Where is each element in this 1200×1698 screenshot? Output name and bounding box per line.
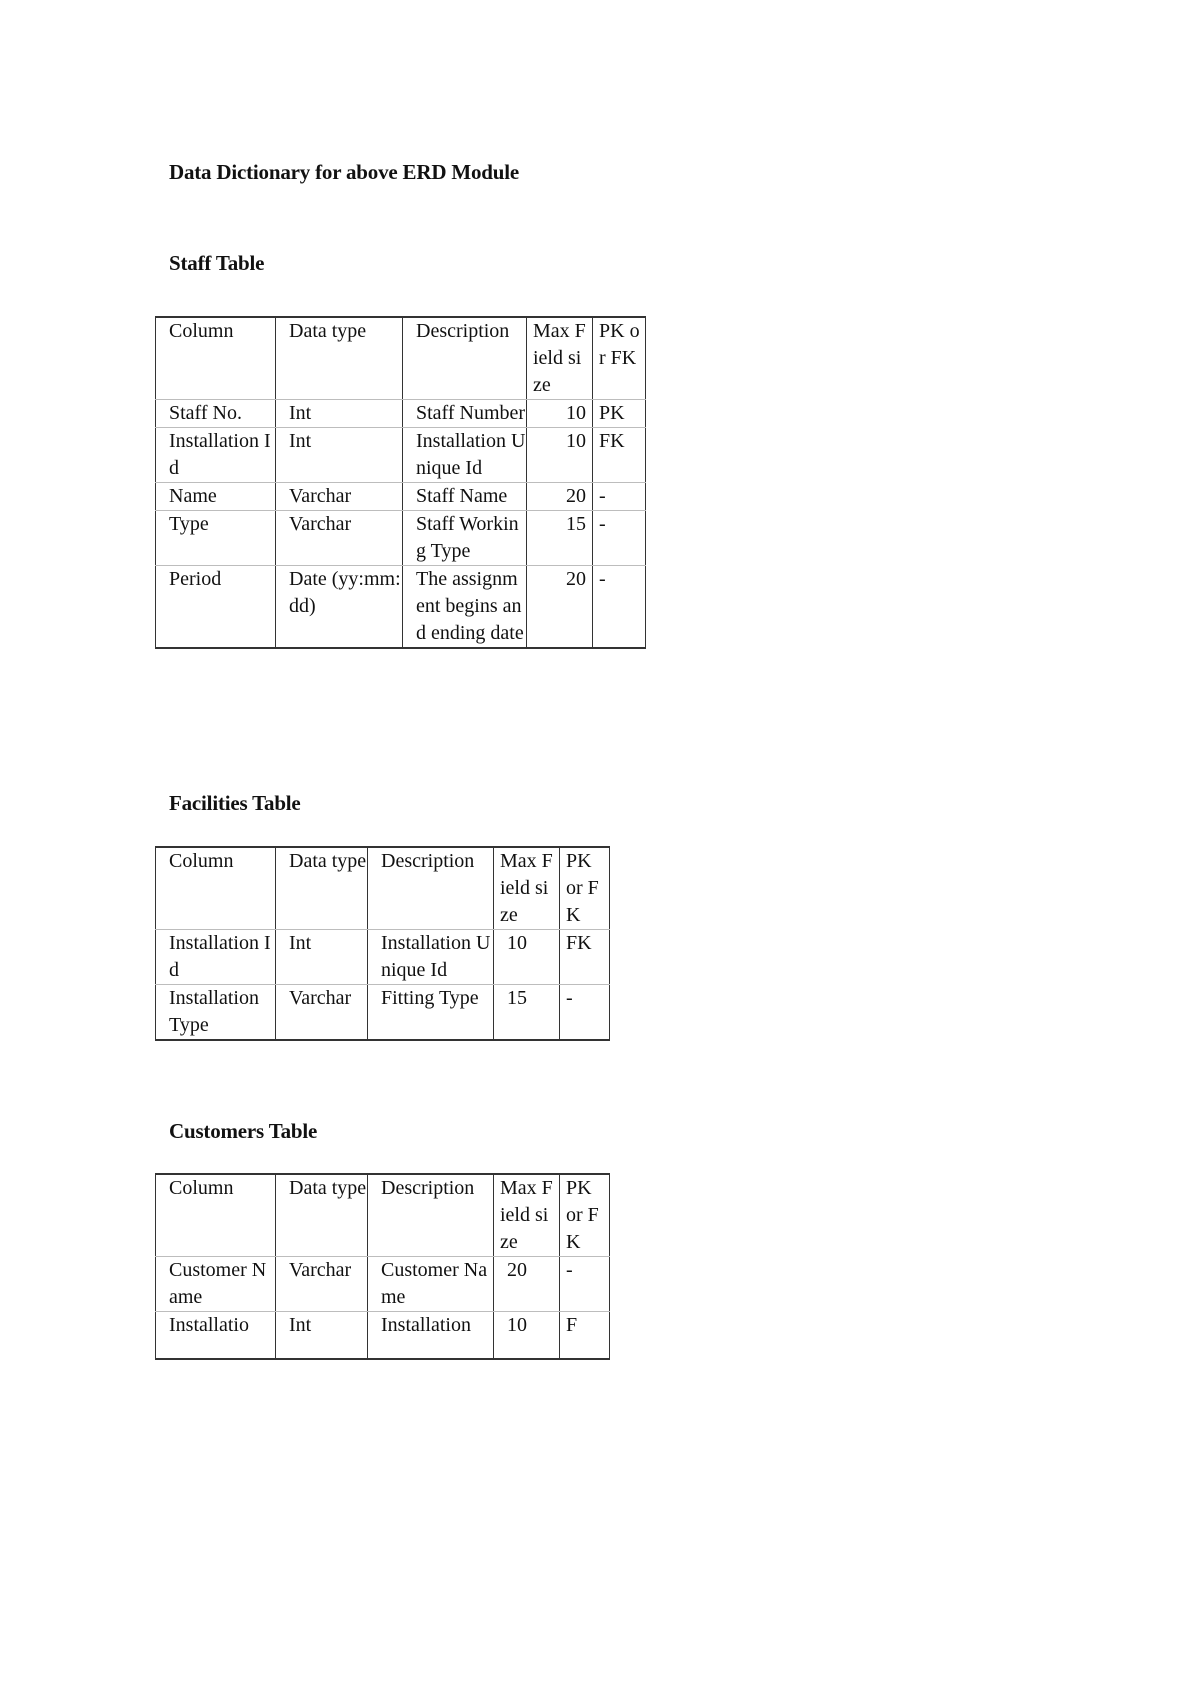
table-cell: Staff Name [403,483,527,511]
table-row [156,930,610,985]
table-cell: - [560,1257,610,1312]
table-row [156,1257,610,1312]
table-cell: - [593,511,646,566]
table-cell: Installation Unique Id [403,428,527,483]
table-header-row [156,317,646,400]
header-cell: Description [368,1174,494,1257]
table-cell: Name [156,483,276,511]
table-row [156,566,646,649]
table-cell: Date (yy:mm:dd) [276,566,403,649]
table-cell: Int [276,930,368,985]
table-cell: Installation Type [156,985,276,1041]
table-cell: Varchar [276,1257,368,1312]
table-cell: Fitting Type [368,985,494,1041]
table-cell: PK [593,400,646,428]
table-cell: F [560,1312,610,1360]
table-row [156,985,610,1041]
header-cell: PK or FK [593,317,646,400]
header-cell: Column [156,847,276,930]
table-row [156,400,646,428]
table-cell: 10 [527,400,593,428]
table-header-row [156,847,610,930]
table-cell: 20 [527,483,593,511]
table-cell: - [593,566,646,649]
table-row [156,428,646,483]
table-cell: Customer Name [368,1257,494,1312]
customers-table-title: Customers Table [169,1119,318,1143]
table-cell: 20 [527,566,593,649]
table-cell: 10 [527,428,593,483]
header-cell: Data type [276,317,403,400]
table-cell: Varchar [276,985,368,1041]
table-cell: Varchar [276,511,403,566]
header-cell: Description [403,317,527,400]
table-cell: The assignment begins and ending date [403,566,527,649]
table-cell: 10 [494,1312,560,1360]
table-cell: Int [276,400,403,428]
header-cell: Max Field size [494,847,560,930]
table-cell: Type [156,511,276,566]
table-cell: 15 [527,511,593,566]
table-cell: 20 [494,1257,560,1312]
table-cell: Int [276,1312,368,1360]
header-cell: Description [368,847,494,930]
table-cell: Varchar [276,483,403,511]
facilities-table-title: Facilities Table [169,791,301,815]
table-cell: Staff Number [403,400,527,428]
table-cell: Staff No. [156,400,276,428]
table-cell: 10 [494,930,560,985]
header-cell: PK or FK [560,847,610,930]
table-header-row [156,1174,610,1257]
table-cell: Installation Id [156,428,276,483]
table-cell: Staff Working Type [403,511,527,566]
header-cell: Max Field size [527,317,593,400]
table-cell: - [560,985,610,1041]
header-cell: PK or FK [560,1174,610,1257]
header-cell: Column [156,1174,276,1257]
header-cell: Column [156,317,276,400]
table-cell: FK [593,428,646,483]
table-cell: Installation Unique Id [368,930,494,985]
customers-table [155,1173,610,1360]
staff-table-title: Staff Table [169,251,265,275]
table-cell: Int [276,428,403,483]
header-cell: Data type [276,847,368,930]
table-cell: FK [560,930,610,985]
table-cell: Installation Id [156,930,276,985]
table-row [156,511,646,566]
header-cell: Max Field size [494,1174,560,1257]
page-title: Data Dictionary for above ERD Module [169,160,519,184]
table-cell: Period [156,566,276,649]
table-row [156,1312,610,1360]
table-row [156,483,646,511]
facilities-table [155,846,610,1041]
header-cell: Data type [276,1174,368,1257]
table-cell: 15 [494,985,560,1041]
staff-table [155,316,646,649]
table-cell: Customer Name [156,1257,276,1312]
table-cell: - [593,483,646,511]
table-cell: Installatio [156,1312,276,1360]
table-cell: Installation [368,1312,494,1360]
